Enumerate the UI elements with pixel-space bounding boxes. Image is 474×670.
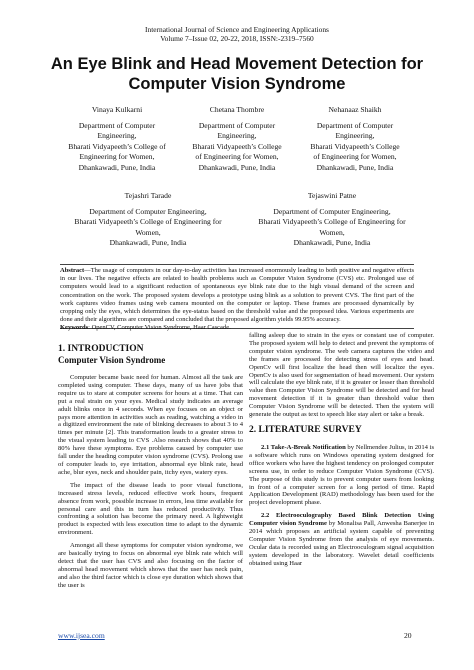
body-paragraph: The impact of the disease leads to poor visual functions, increased stress levels, reduced effective work hours, frequent absence from work, possible increase in errors, less time available for personal care and this in turn has reduced productivity. Thus confronting a solution has become the primary need. A lightweight product is expected with less execution time to adapt to the dynamic environment. — [58, 481, 243, 537]
author-block — [242, 191, 422, 249]
subsection-title: 2.2 Electrooculography Based Blink Detection Using Computer vision Syndrome — [249, 512, 434, 528]
author-name: Chetana Thombre — [209, 105, 265, 114]
author-affil-line: Bharati Vidyapeeth’s College — [310, 141, 400, 151]
author-name: Nehanaaz Shaikh — [328, 105, 382, 114]
author-affil-line: Women, — [135, 227, 161, 237]
page-number: 20 — [404, 631, 412, 640]
journal-name: International Journal of Science and Engineering Applications — [145, 25, 329, 34]
author-affil-line: Bharati Vidyapeeth’s College — [192, 141, 282, 151]
subsection-title: 2.1 Take-A-Break Notification — [261, 443, 346, 451]
left-column — [58, 338, 243, 595]
subsection-text: by Nellmendee Julius, in 2014 is a software which runs on Windows operating system designed for office workers who have the highest tendency on prolonged computer screens use, in order to reduce Computer Vision Syndrome (CVS). The purpose of this study is to prevent computer users from looking in front of a computer screen for a long period of time. Rapid Application Development (RAD) methodology has been used for the project development phase. — [249, 443, 435, 507]
section-heading: 2. LITERATURE SURVEY — [249, 424, 362, 435]
author-affil-line: Dhankawadi, Pune, India — [78, 162, 156, 172]
author-name: Vinaya Kulkarni — [91, 105, 143, 114]
author-affil-line: Dhankawadi, Pune, India — [316, 162, 394, 172]
author-block — [172, 105, 302, 174]
author-affil-line: Engineering, — [217, 131, 257, 141]
author-affil-line: Bharati Vidyapeeth’s College of Engineering for — [74, 217, 222, 227]
author-affil-line: Dhankawadi, Pune, India — [293, 238, 371, 248]
right-column — [249, 332, 434, 573]
author-affil-line: Women, — [319, 227, 345, 237]
section-heading: 1. INTRODUCTION — [58, 344, 144, 354]
body-paragraph — [249, 512, 434, 567]
author-affil-line: Engineering for Women, — [79, 152, 155, 162]
author-name: Tejashri Tarade — [124, 191, 172, 200]
body-paragraph: Computer became basic need for human. Almost all the task are completed using computer. These days, many of us have jobs that require us to stare at computer screens for hours at a time. That can put a real strain on your eyes. Medical study indicates an average adult blinks once in 4 seconds. When eye focuses on an object or pays more attention in activities such as reading, watching a video in a digitized environment the rate of blinking decreases to about 3 to 4 times per minute [2]. This transformation leads to a greater stress to the visual system leading to CVS .Also research shows that 40% to 80% have these symptoms. Eye problems caused by computer use fall under the heading computer vision syndrome (CVS). Prolong use of computer leads to, eye irritation, abnormal eye blink rate, head ache, blur eyes, neck and shoulder pain, itchy eyes, watery eyes. — [58, 374, 243, 476]
author-block — [58, 191, 238, 249]
body-paragraph: falling asleep due to strain in the eyes or constant use of computer. The proposed system will help to detect and prevent the symptoms of computer vision syndrome. The web camera captures the video and the frames are processed for detecting stress of eyes and head. OpenCv will first localize the head then will localize the eyes. OpenCv is also used for segmentation of head movement. Our system will calculate the eye blink rate, if it is greater or lesser than threshold value then Computer Vision Syndrome will be detected and for head movement detection if it is greater than threshold value then Computer Vision Syndrome will be detected. Then the system will generate the output as text to speech like stay alert or take a break. — [249, 332, 434, 419]
author-affil-line: Department of Computer — [78, 120, 156, 130]
abstract — [60, 264, 414, 332]
body-paragraph — [249, 444, 434, 507]
author-affil-line: Department of Computer — [316, 120, 394, 130]
keywords-text: : OpenCV, Computer Vision Syndrome, Haar Cascade. — [88, 324, 231, 332]
paper-title — [30, 54, 444, 94]
author-affil-line: Department of Computer Engineering, — [89, 206, 207, 216]
abstract-label: Abstract — [60, 267, 85, 274]
author-block — [52, 105, 182, 174]
author-affil-line: Engineering, — [97, 131, 137, 141]
author-affil-line: Department of Computer Engineering, — [273, 206, 391, 216]
author-affil-line: Engineering, — [335, 131, 375, 141]
title-line-2: Computer Vision Syndrome — [128, 75, 346, 93]
author-block — [290, 105, 420, 174]
body-paragraph: Amongst all these symptoms for computer vision syndrome, we are basically trying to focus on abnormal eye blink rate which will detect that the user has CVS and also focusing on the factor of abnormal head movement which shows that the user has neck pain, and also the third factor which is close eye duration which shows that the user is — [58, 542, 243, 589]
abstract-text: —The usage of computers in our day-to-day activities has increased enormously leading to both positive and negative effects in our lives. The negative effects are related to health problems such as Computer Vision Syndrome (CVS) etc. Prolonged use of computers would lead to a significant reduction of spontaneous eye blink rate due to the high visual demand of the screen and concentration on the work. The proposed system develops a prototype using blink as a solution to prevent CVS. The first part of the work captures video frames using web camera mounted on the computer or laptop. These frames are processed dynamically by cropping only the eyes, which determines the eye-status based on the threshold value and the proposed idea. Various experiments are done and their algorithms are compared and concluded that the proposed algorithm yields 99.95% accuracy. — [60, 267, 414, 324]
journal-url-link[interactable]: www.ijsea.com — [58, 631, 105, 640]
author-name: Tejaswini Patne — [307, 191, 357, 200]
author-affil-line: of Engineering for Women, — [195, 152, 279, 162]
author-affil-line: Department of Computer — [198, 120, 276, 130]
author-affil-line: Dhankawadi, Pune, India — [109, 238, 187, 248]
author-affil-line: of Engineering for Women, — [313, 152, 397, 162]
subsection-text: by Monalisa Pall, Anwesha Banerjee in 2014 which proposes an artificial system capable of preventing Computer Vision Syndrome from the analysis of eye movements. Ocular data is recorded using an Electrooculogram signal acquisition system developed in the laboratory. Wavelet detail coefficients obtained using Haar — [249, 520, 434, 567]
title-line-1: An Eye Blink and Head Movement Detection for — [50, 55, 424, 73]
subsection-heading: Computer Vision Syndrome — [58, 355, 166, 365]
journal-volume: Volume 7–Issue 02, 20-22, 2018, ISSN:-2319–7560 — [160, 34, 314, 43]
keywords-label: Keywords — [60, 324, 89, 332]
author-affil-line: Dhankawadi, Pune, India — [198, 162, 276, 172]
author-affil-line: Bharati Vidyapeeth’s College of Engineering for — [258, 217, 406, 227]
author-affil-line: Bharati Vidyapeeth’s College of — [68, 141, 166, 151]
